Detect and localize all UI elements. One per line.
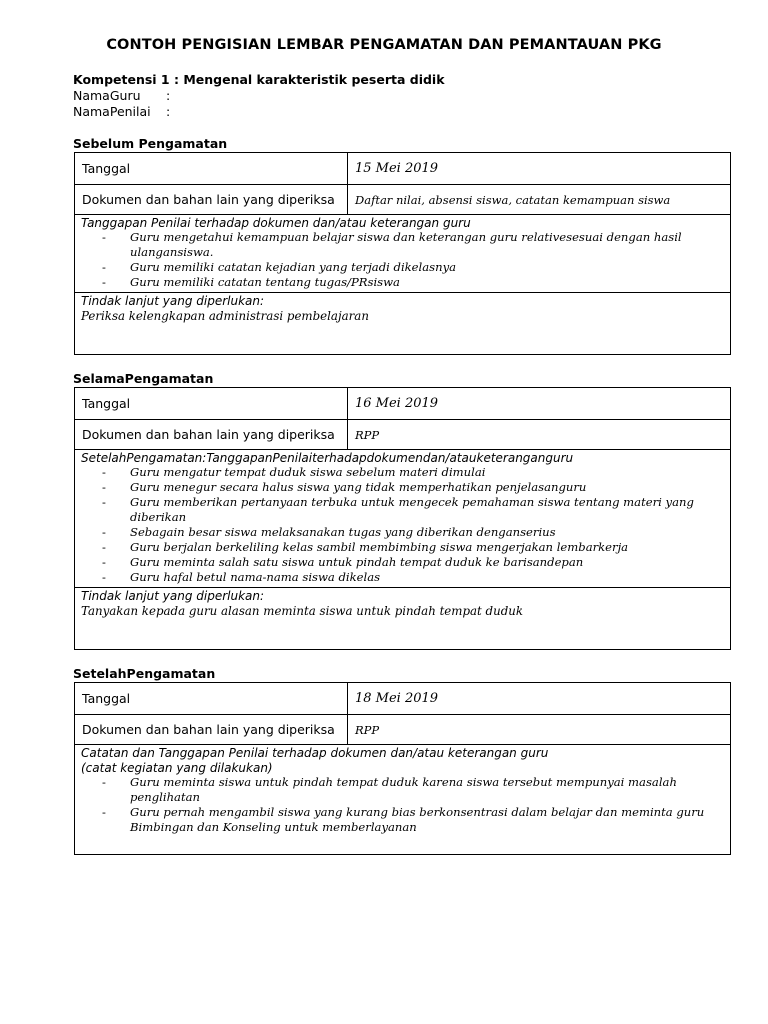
dokumen-label: Dokumen dan bahan lain yang diperiksa (75, 715, 348, 745)
list-item: - Guru menegur secara halus siswa yang tidak memperhatikan penjelasanguru (102, 480, 722, 495)
nama-penilai-colon: : (166, 104, 171, 119)
tanggapan-list (75, 230, 730, 290)
nama-penilai-row (73, 104, 171, 119)
table-row-tanggal (75, 388, 731, 420)
catatan-subheader: (catat kegiatan yang dilakukan) (81, 761, 273, 775)
catatan-header: Catatan dan Tanggapan Penilai terhadap dokumen dan/atau keterangan guru (81, 746, 549, 760)
tindak-cell (75, 293, 731, 355)
tindak-cell (75, 588, 731, 650)
list-item: - Sebagain besar siswa melaksanakan tugas yang diberikan denganserius (102, 525, 722, 540)
list-item: - Guru meminta siswa untuk pindah tempat duduk karena siswa tersebut mempunyai masalah penglihatan (102, 775, 722, 805)
list-item: - Guru memiliki catatan kejadian yang terjadi dikelasnya (102, 260, 722, 275)
kompetensi-heading: Kompetensi 1 : Mengenal karakteristik peserta didik (73, 72, 445, 87)
tanggal-value: 18 Mei 2019 (348, 683, 731, 715)
tanggapan-cell (75, 450, 731, 588)
section-title-setelah: SetelahPengamatan (73, 666, 216, 681)
dokumen-value: RPP (348, 715, 731, 745)
tanggal-value: 16 Mei 2019 (348, 388, 731, 420)
list-item: - Guru memiliki catatan tentang tugas/PRsiswa (102, 275, 722, 290)
tindak-header: Tindak lanjut yang diperlukan: (81, 294, 265, 308)
list-item: - Guru meminta salah satu siswa untuk pindah tempat duduk ke barisandepan (102, 555, 722, 570)
tanggapan-cell (75, 215, 731, 293)
table-row-dokumen (75, 420, 731, 450)
tanggal-label: Tanggal (75, 388, 348, 420)
tindak-text: Tanyakan kepada guru alasan meminta siswa untuk pindah tempat duduk (81, 604, 523, 618)
tanggal-label: Tanggal (75, 153, 348, 185)
nama-guru-row (73, 88, 171, 103)
list-item: - Guru pernah mengambil siswa yang kurang bias berkonsentrasi dalam belajar dan meminta guru Bimbingan dan Konseling untuk memberlayanan (102, 805, 722, 835)
tindak-header: Tindak lanjut yang diperlukan: (81, 589, 265, 603)
table-row-dokumen (75, 185, 731, 215)
table-sebelum (74, 152, 731, 355)
list-item: - Guru mengatur tempat duduk siswa sebelum materi dimulai (102, 465, 722, 480)
catatan-cell (75, 745, 731, 855)
nama-guru-colon: : (166, 88, 171, 103)
page-title: CONTOH PENGISIAN LEMBAR PENGAMATAN DAN PEMANTAUAN PKG (106, 37, 662, 53)
dokumen-value: RPP (348, 420, 731, 450)
table-row-tindak (75, 293, 731, 355)
tindak-text: Periksa kelengkapan administrasi pembelajaran (81, 309, 369, 323)
list-item: - Guru mengetahui kemampuan belajar siswa dan keterangan guru relativesesuai dengan hasil ulangansiswa. (102, 230, 722, 260)
table-row-catatan (75, 745, 731, 855)
list-item: - Guru berjalan berkeliling kelas sambil membimbing siswa mengerjakan lembarkerja (102, 540, 722, 555)
table-row-tanggal (75, 153, 731, 185)
table-row-tanggal (75, 683, 731, 715)
tanggal-value: 15 Mei 2019 (348, 153, 731, 185)
list-item: - Guru memberikan pertanyaan terbuka untuk mengecek pemahaman siswa tentang materi yang diberikan (102, 495, 722, 525)
table-selama (74, 387, 731, 650)
table-row-tanggapan (75, 215, 731, 293)
table-row-dokumen (75, 715, 731, 745)
dokumen-label: Dokumen dan bahan lain yang diperiksa (75, 185, 348, 215)
table-setelah (74, 682, 731, 855)
section-title-sebelum: Sebelum Pengamatan (73, 136, 228, 151)
tanggapan-header: Tanggapan Penilai terhadap dokumen dan/atau keterangan guru (81, 216, 471, 230)
table-row-tanggapan (75, 450, 731, 588)
table-row-tindak (75, 588, 731, 650)
catatan-list (75, 775, 730, 835)
dokumen-label: Dokumen dan bahan lain yang diperiksa (75, 420, 348, 450)
nama-guru-label: NamaGuru (73, 88, 141, 103)
tanggapan-list (75, 465, 730, 585)
tanggal-label: Tanggal (75, 683, 348, 715)
tanggapan-header: SetelahPengamatan:TanggapanPenilaiterhadapdokumendan/atauketeranganguru (81, 451, 574, 465)
section-title-selama: SelamaPengamatan (73, 371, 214, 386)
dokumen-value: Daftar nilai, absensi siswa, catatan kemampuan siswa (348, 185, 731, 215)
list-item: - Guru hafal betul nama-nama siswa dikelas (102, 570, 722, 585)
nama-penilai-label: NamaPenilai (73, 104, 151, 119)
